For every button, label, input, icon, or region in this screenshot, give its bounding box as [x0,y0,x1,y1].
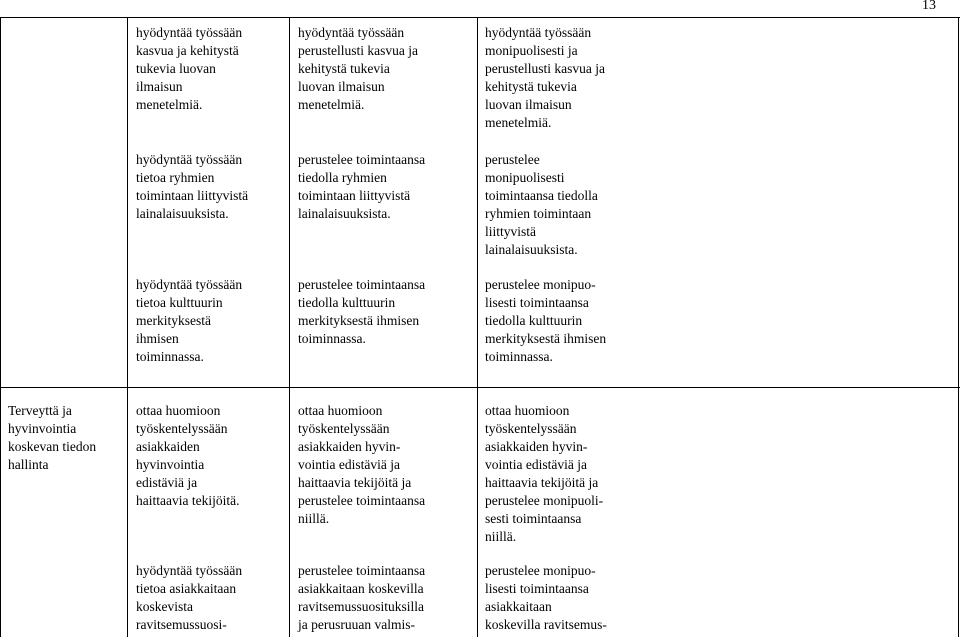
table-border-section [0,387,960,388]
criteria-cell: perustelee monipuolisesti toimintaansa tiedolla ryhmien toimintaan liittyvistä lainalaisuuksista. [485,152,598,257]
criteria-cell: perustelee monipuo- lisesti toimintaansa tiedolla kulttuurin merkityksestä ihmisen toiminnassa. [485,277,607,364]
criteria-cell: hyödyntää työssään tietoa ryhmien toimintaan liittyvistä lainalaisuuksista. [136,152,249,221]
criteria-cell: ottaa huomioon työskentelyssään asiakkaiden hyvin- vointia edistäviä ja haittaavia tekijöitä ja perustelee monipuoli- sesti toimintaansa niillä. [485,403,604,544]
area-title: Terveyttä ja hyvinvointia koskevan tiedon hallinta [8,403,97,472]
table-border-top [0,17,960,18]
table-border-col3 [477,17,478,637]
criteria-cell: ottaa huomioon työskentelyssään asiakkaiden hyvinvointia edistäviä ja haittaavia tekijöitä. [136,403,240,508]
table-border-right [958,17,959,637]
table-border-col2 [289,17,290,637]
criteria-cell: hyödyntää työssään kasvua ja kehitystä tukevia luovan ilmaisun menetelmiä. [136,25,243,112]
page-number: 13 [922,0,936,13]
criteria-cell: perustelee monipuo- lisesti toimintaansa asiakkaitaan koskevilla ravitsemus- [485,563,607,632]
criteria-cell: perustelee toimintaansa asiakkaitaan koskevilla ravitsemussuosituksilla ja perusruuan valmis- [298,563,426,632]
criteria-cell: hyödyntää työssään tietoa asiakkaitaan koskevista ravitsemussuosi- [136,563,243,632]
criteria-cell: hyödyntää työssään perustellusti kasvua ja kehitystä tukevia luovan ilmaisun menetelmiä. [298,25,418,112]
criteria-cell: perustelee toimintaansa tiedolla ryhmien toimintaan liittyvistä lainalaisuuksista. [298,152,426,221]
table-border-left [0,17,1,637]
table-border-col1 [127,17,128,637]
criteria-cell: ottaa huomioon työskentelyssään asiakkaiden hyvin- vointia edistäviä ja haittaavia tekijöitä ja perustelee toimintaansa niillä. [298,403,426,526]
criteria-cell: hyödyntää työssään tietoa kulttuurin merkityksestä ihmisen toiminnassa. [136,277,243,364]
criteria-cell: perustelee toimintaansa tiedolla kulttuurin merkityksestä ihmisen toiminnassa. [298,277,426,346]
criteria-cell: hyödyntää työssään monipuolisesti ja perustellusti kasvua ja kehitystä tukevia luovan ilmaisun menetelmiä. [485,25,605,130]
